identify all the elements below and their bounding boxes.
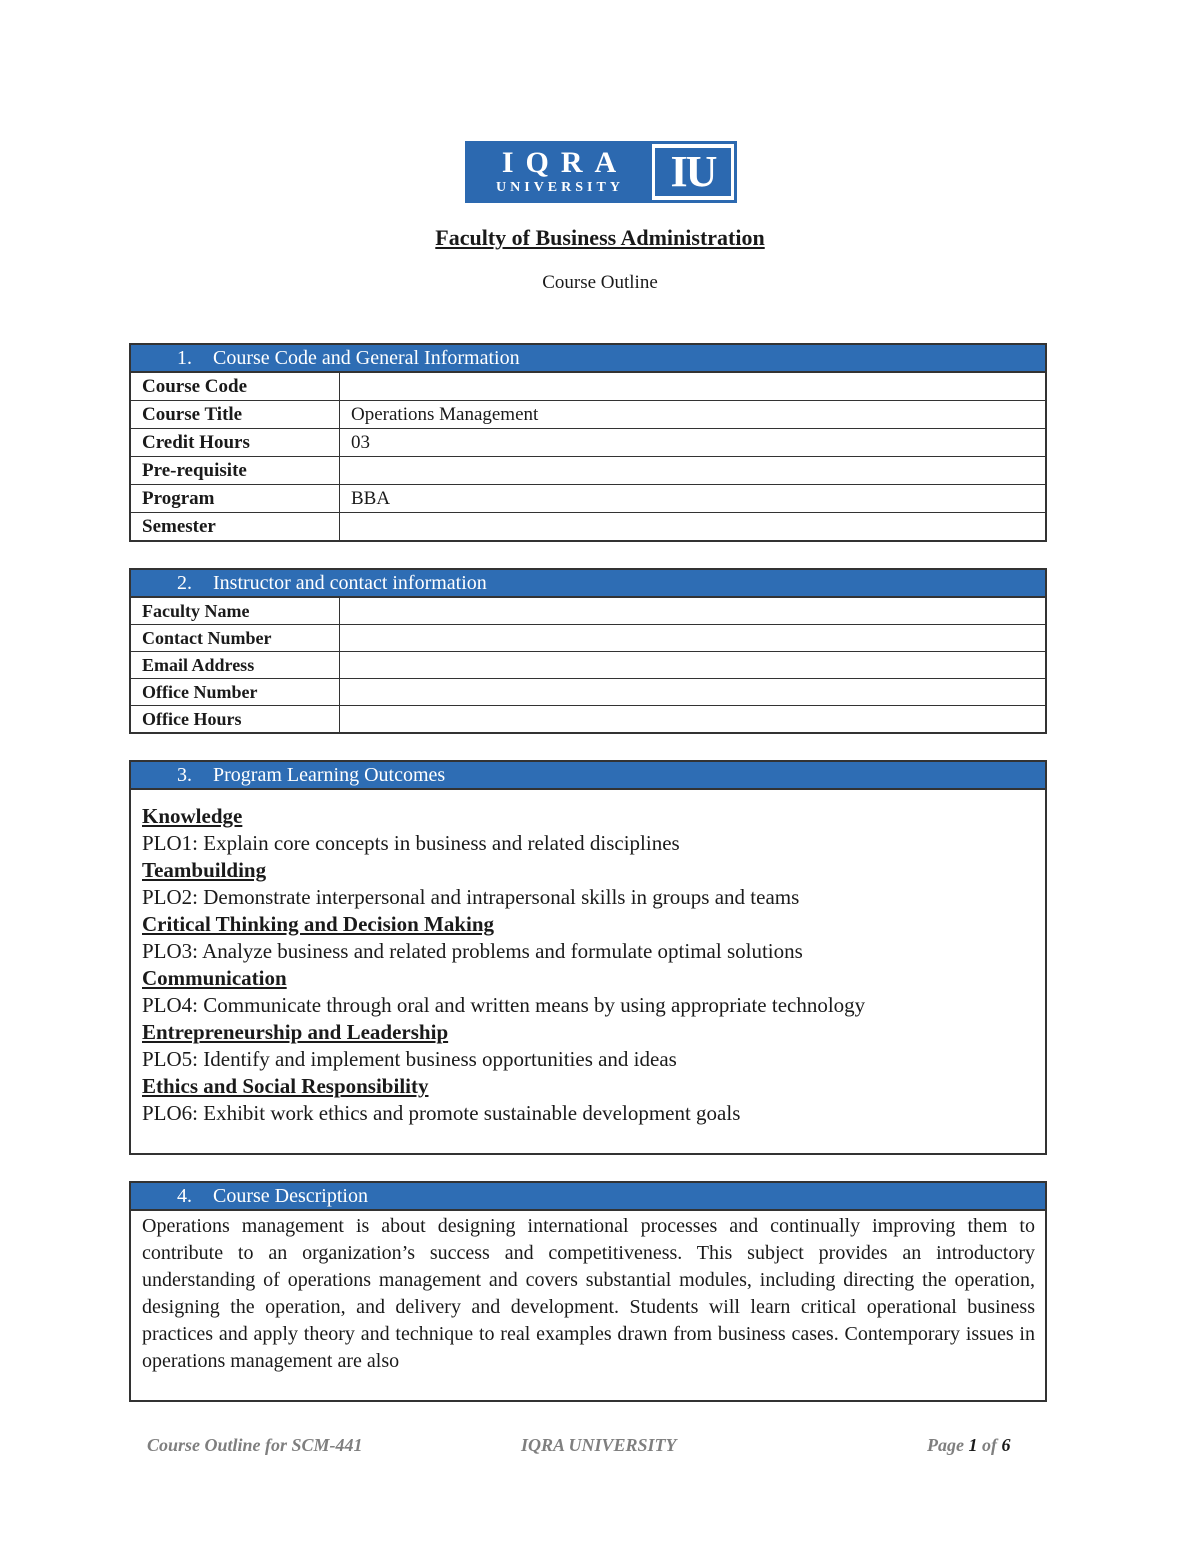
field-value	[340, 513, 1046, 541]
table-row	[131, 706, 1045, 733]
field-label: Pre-requisite	[131, 457, 340, 485]
document-subtitle: Course Outline	[542, 272, 658, 293]
section-learning-outcomes	[129, 760, 1047, 1155]
section-title: Program Learning Outcomes	[213, 764, 446, 786]
outcome-heading: Knowledge	[142, 804, 243, 828]
logo-mark: IU	[655, 148, 731, 196]
table-row	[131, 625, 1045, 652]
footer-university: IQRA UNIVERSITY	[521, 1435, 677, 1455]
table-row	[131, 652, 1045, 679]
field-label: Course Title	[131, 401, 340, 429]
section-number: 2.	[177, 572, 192, 594]
field-value	[340, 652, 1046, 679]
field-label: Faculty Name	[131, 598, 340, 625]
outcome-text: PLO5: Identify and implement business opportunities and ideas	[142, 1047, 677, 1071]
section-course-description	[129, 1181, 1047, 1402]
outcome-heading: Entrepreneurship and Leadership	[142, 1020, 449, 1044]
outcome-heading: Critical Thinking and Decision Making	[142, 912, 495, 936]
footer-page-current: 1	[968, 1435, 978, 1455]
outcome-text: PLO6: Exhibit work ethics and promote sustainable development goals	[142, 1101, 741, 1125]
field-label: Credit Hours	[131, 429, 340, 457]
section-instructor-info	[129, 568, 1047, 734]
footer-page-total: 6	[1001, 1435, 1011, 1455]
logo-wordmark	[468, 144, 652, 200]
field-value	[340, 625, 1046, 652]
section-number: 1.	[177, 347, 192, 369]
logo-line1: IQRA	[501, 146, 629, 179]
section-general-info	[129, 343, 1047, 542]
section-title: Course Code and General Information	[213, 347, 520, 369]
outcome-text: PLO2: Demonstrate interpersonal and intrapersonal skills in groups and teams	[142, 885, 800, 909]
field-label: Contact Number	[131, 625, 340, 652]
section-header	[131, 570, 1045, 598]
field-value: Operations Management	[340, 401, 1046, 429]
logo-mark-box	[655, 147, 731, 197]
table-row	[131, 513, 1045, 541]
field-value	[340, 457, 1046, 485]
field-label: Email Address	[131, 652, 340, 679]
footer-page-word: Page	[927, 1435, 964, 1455]
field-label: Program	[131, 485, 340, 513]
outcomes-list	[131, 790, 1045, 1151]
instructor-info-table	[131, 598, 1045, 732]
university-logo	[465, 141, 737, 203]
field-label: Office Number	[131, 679, 340, 706]
footer-course-label: Course Outline for SCM-441	[147, 1435, 363, 1455]
faculty-title: Faculty of Business Administration	[435, 225, 765, 250]
section-number: 3.	[177, 764, 192, 786]
field-value	[340, 598, 1046, 625]
outcome-heading: Teambuilding	[142, 858, 267, 882]
table-row	[131, 485, 1045, 513]
field-label: Office Hours	[131, 706, 340, 733]
section-header	[131, 345, 1045, 373]
field-label: Semester	[131, 513, 340, 541]
outcome-text: PLO1: Explain core concepts in business and related disciplines	[142, 831, 680, 855]
footer-of-word: of	[981, 1435, 997, 1455]
section-header	[131, 1183, 1045, 1211]
field-value	[340, 706, 1046, 733]
table-row	[131, 401, 1045, 429]
logo-line2: UNIVERSITY	[496, 180, 624, 195]
general-info-table	[131, 373, 1045, 540]
outcome-heading: Ethics and Social Responsibility	[142, 1074, 429, 1098]
table-row	[131, 429, 1045, 457]
table-row	[131, 457, 1045, 485]
outcome-heading: Communication	[142, 966, 287, 990]
section-number: 4.	[177, 1185, 192, 1207]
field-label: Course Code	[131, 373, 340, 401]
field-value: 03	[340, 429, 1046, 457]
course-description-text: Operations management is about designing international processes and continually improving them to contribute to an organization’s success and competitiveness. This subject provides an introductory understanding of operations management and covers substantial modules, including directing the operation, designing the operation, and delivery and development. Students will learn critical operational business practices and apply theory and technique to real examples drawn from business cases. Contemporary issues in operations management are also	[142, 1215, 1035, 1372]
outcome-text: PLO4: Communicate through oral and written means by using appropriate technology	[142, 993, 866, 1017]
section-header	[131, 762, 1045, 790]
field-value: BBA	[340, 485, 1046, 513]
section-title: Instructor and contact information	[213, 572, 487, 594]
table-row	[131, 679, 1045, 706]
field-value	[340, 373, 1046, 401]
outcome-text: PLO3: Analyze business and related problems and formulate optimal solutions	[142, 939, 803, 963]
field-value	[340, 679, 1046, 706]
footer-page-number	[927, 1435, 1010, 1456]
table-row	[131, 373, 1045, 401]
table-row	[131, 598, 1045, 625]
section-title: Course Description	[213, 1185, 368, 1207]
